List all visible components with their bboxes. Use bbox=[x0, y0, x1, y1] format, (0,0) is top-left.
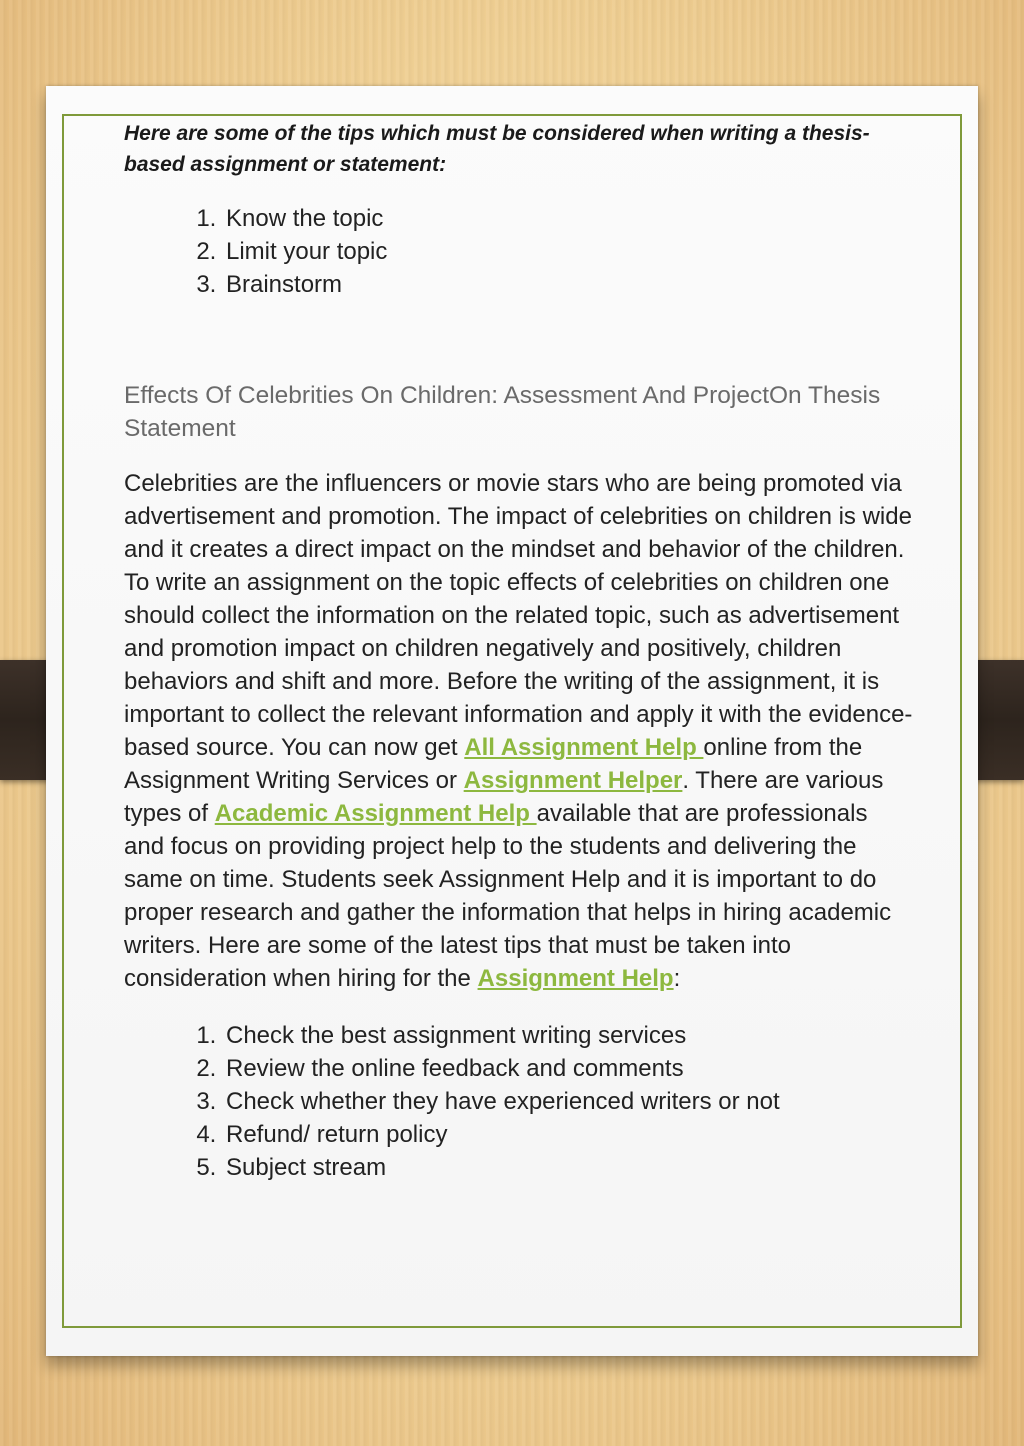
paragraph-text: available that are professionals and focus on providing project help to the students and delivering the same on time. Students seek Assignment Help and it is important to do proper research and gather the information that helps in hiring academic writers. Here are some of the latest tips that must be taken into consideration when hiring for the bbox=[124, 800, 892, 992]
intro-text: Here are some of the tips which must be considered when writing a thesis-based assignment or statement: bbox=[124, 122, 870, 176]
tips-list bbox=[124, 202, 914, 301]
hiring-tips-list-item: 4. Refund/ return policy bbox=[223, 1118, 914, 1151]
paragraph-text: : bbox=[673, 965, 681, 992]
paragraph-text: Celebrities are the influencers or movie stars who are being promoted via advertisement and promotion. The impact of celebrities on children is wide and it creates a direct impact on the mindset and behavior of the children. To write an assignment on the topic effects of celebrities on children one should collect the information on the related topic, such as advertisement and promotion impact on children negatively and positively, children behaviors and shift and more. Before the writing of the assignment, it is important to collect the relevant information and apply it with the evidence-based source. You can now get bbox=[124, 470, 913, 761]
document-content bbox=[124, 118, 914, 1184]
paragraph-text: online from the Assignment Writing Services or bbox=[124, 734, 863, 794]
academic-assignment-help-link[interactable]: Academic Assignment Help bbox=[214, 800, 537, 827]
body-paragraph bbox=[124, 467, 914, 995]
hiring-tips-list bbox=[124, 1019, 914, 1184]
section-heading: Effects Of Celebrities On Children: Assessment And ProjectOn Thesis Statement bbox=[124, 382, 881, 442]
tips-list-item: 1. Know the topic bbox=[223, 202, 914, 235]
hiring-tips-list-item: 1. Check the best assignment writing services bbox=[223, 1019, 914, 1052]
assignment-helper-link[interactable]: Assignment Helper bbox=[463, 767, 683, 794]
hiring-tips-list-item: 3. Check whether they have experienced writers or not bbox=[223, 1085, 914, 1118]
tips-list-item: 3. Brainstorm bbox=[223, 268, 914, 301]
hiring-tips-list-item: 5. Subject stream bbox=[223, 1151, 914, 1184]
tips-list-item: 2. Limit your topic bbox=[223, 235, 914, 268]
all-assignment-help-link[interactable]: All Assignment Help bbox=[464, 734, 704, 761]
paragraph-text: . There are various types of bbox=[124, 767, 884, 827]
hiring-tips-list-item: 2. Review the online feedback and comments bbox=[223, 1052, 914, 1085]
assignment-help-link[interactable]: Assignment Help bbox=[477, 965, 674, 992]
